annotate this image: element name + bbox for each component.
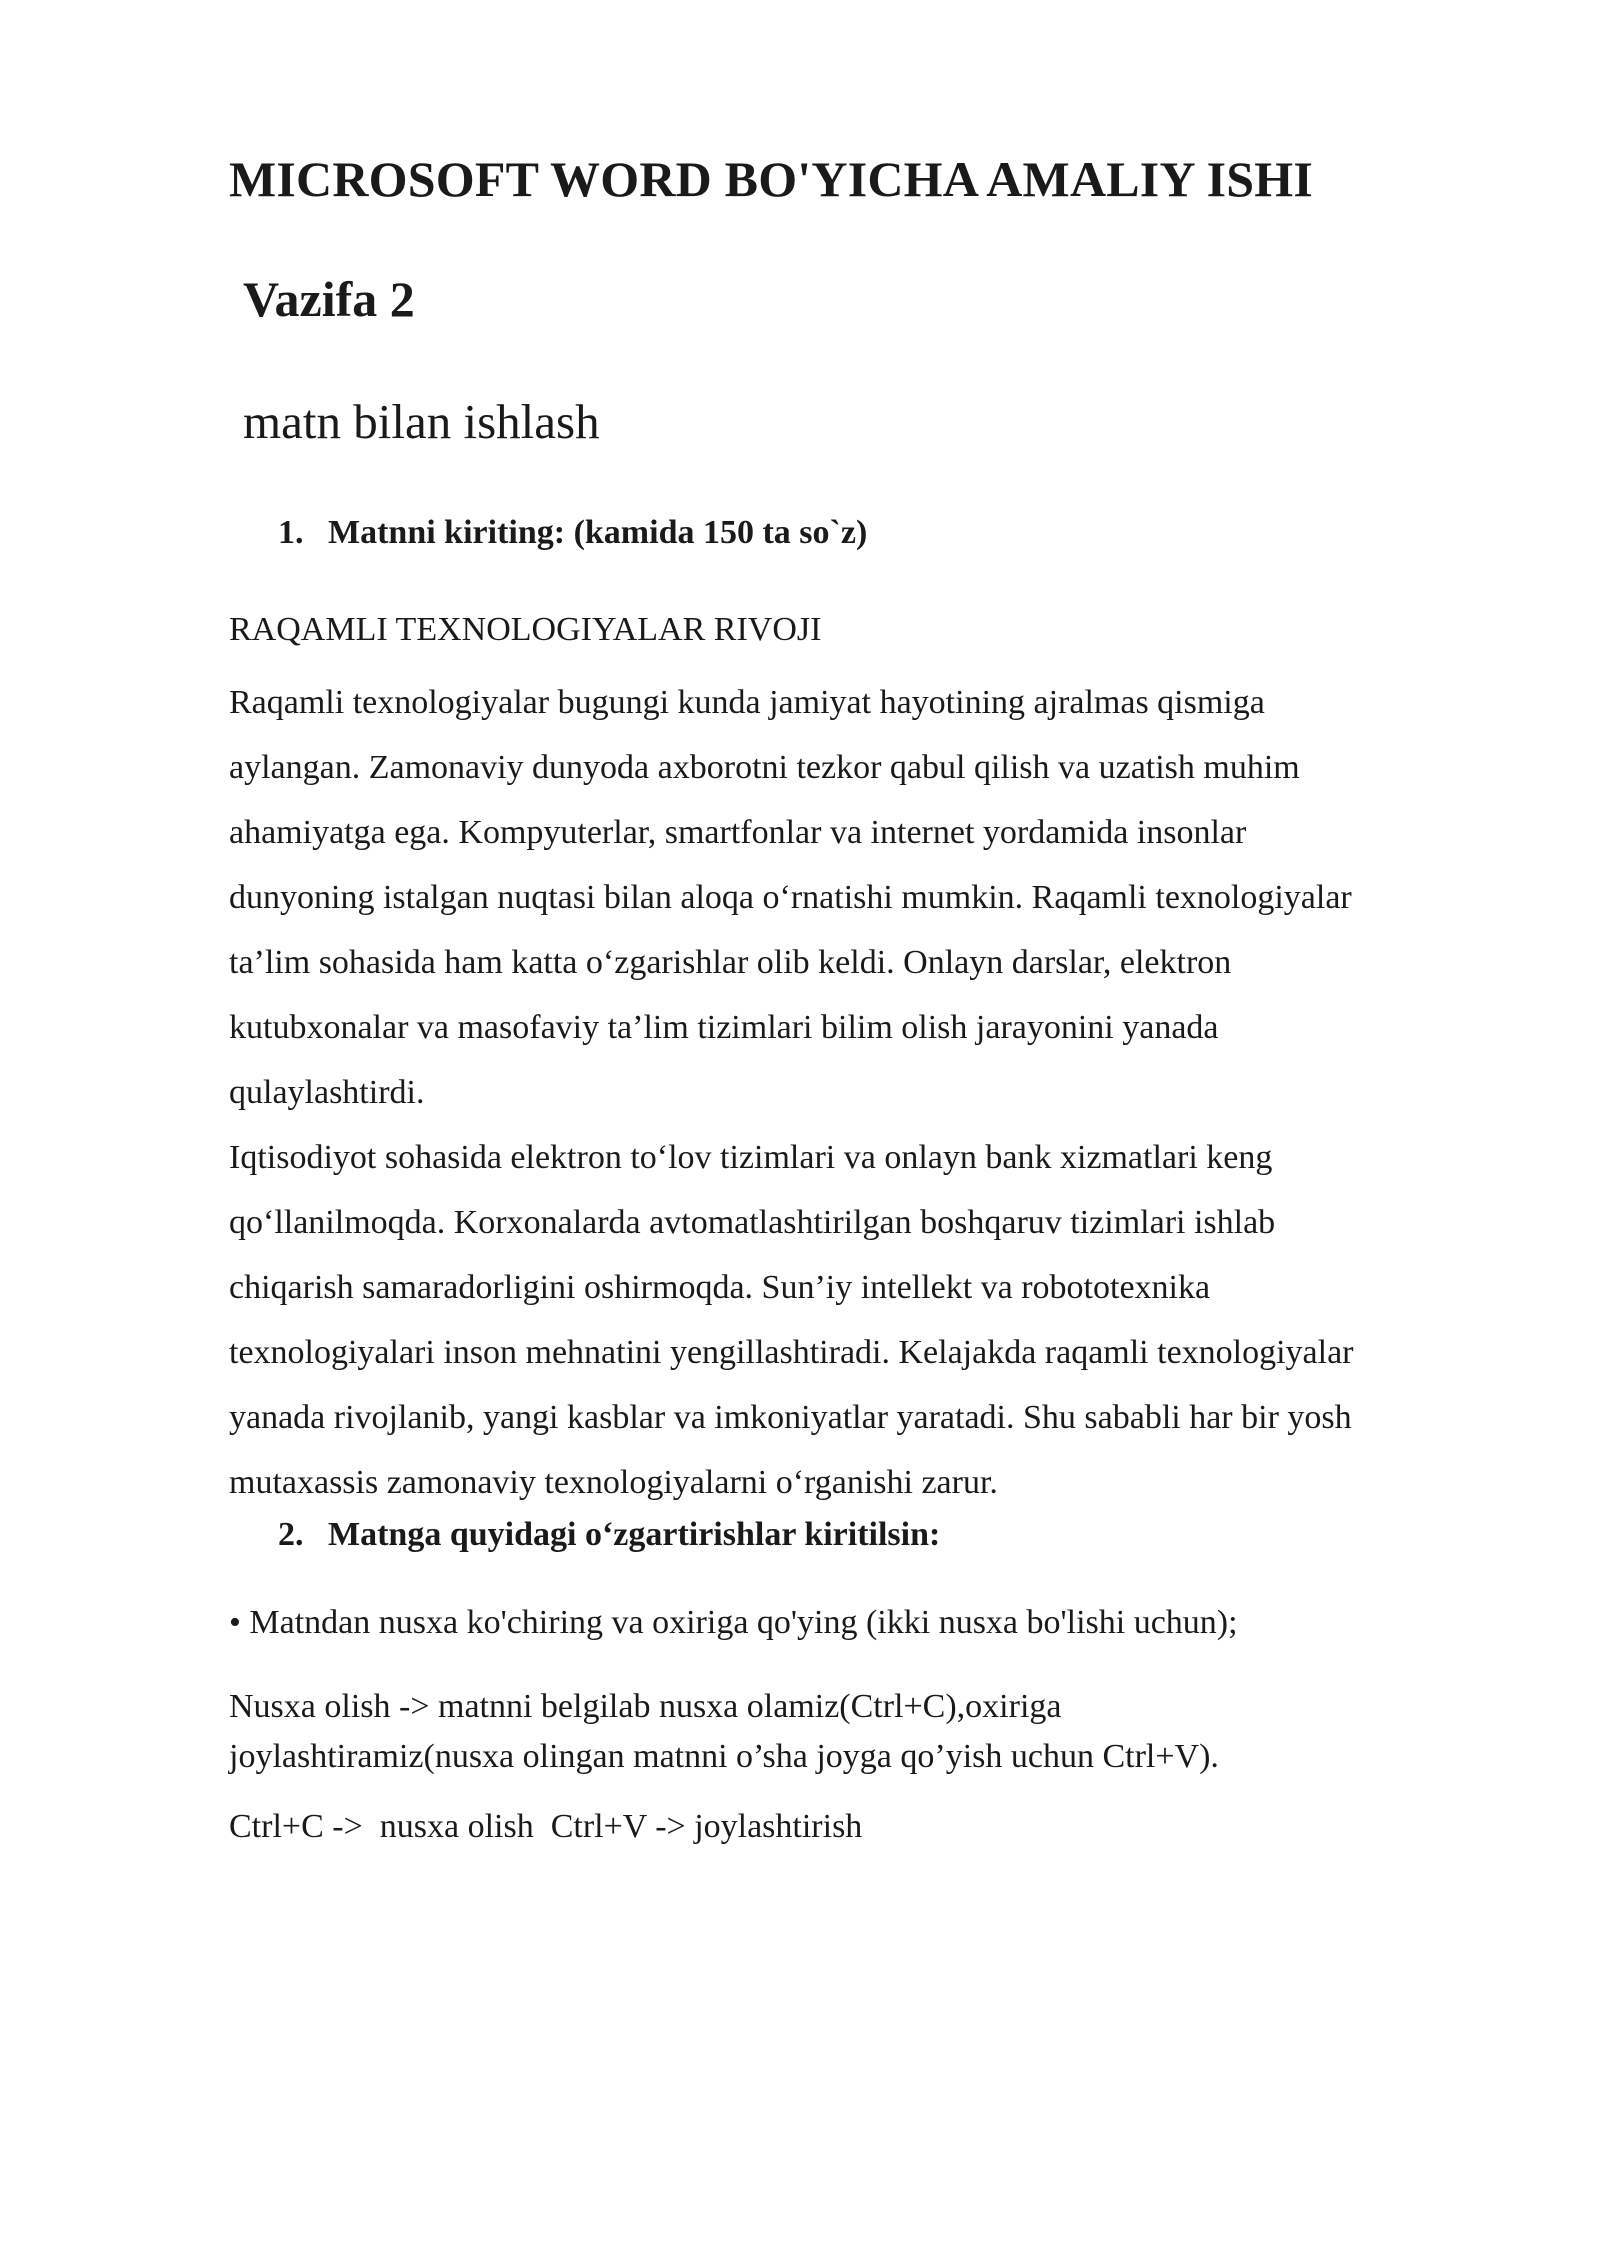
essay-line: aylangan. Zamonaviy dunyoda axborotni tezkor qabul qilish va uzatish muhim xyxy=(229,749,1300,786)
essay-line: yanada rivojlanib, yangi kasblar va imkoniyatlar yaratadi. Shu sababli har bir yosh xyxy=(229,1399,1352,1436)
essay-line: qo‘llanilmoqda. Korxonalarda avtomatlashtirilgan boshqaruv tizimlari ishlab xyxy=(229,1204,1276,1241)
task-1-heading xyxy=(278,514,867,552)
document-title: MICROSOFT WORD BO'YICHA AMALIY ISHI xyxy=(229,151,1314,207)
copy-instruction-line: joylashtiramiz(nusxa olingan matnni o’sha joyga qo’yish uchun Ctrl+V). xyxy=(229,1738,1219,1775)
shortcut-summary: Ctrl+C -> nusxa olish Ctrl+V -> joylashtirish xyxy=(229,1808,863,1845)
task-2-text: Matnga quyidagi o‘zgartirishlar kiritilsin: xyxy=(328,1516,941,1553)
essay-line: qulaylashtirdi. xyxy=(229,1074,425,1111)
task-1-text: Matnni kiriting: (kamida 150 ta so`z) xyxy=(328,514,868,551)
essay-heading: RAQAMLI TEXNOLOGIYALAR RIVOJI xyxy=(229,611,822,648)
topic-line: matn bilan ishlash xyxy=(243,394,600,449)
essay-paragraph-2 xyxy=(229,1125,1489,1515)
task-2-heading xyxy=(278,1516,940,1554)
essay-body xyxy=(229,605,1489,1515)
essay-line: kutubxonalar va masofaviy ta’lim tizimlari bilim olish jarayonini yanada xyxy=(229,1009,1219,1046)
copy-instruction xyxy=(229,1682,1219,1782)
essay-line: chiqarish samaradorligini oshirmoqda. Sun’iy intellekt va robototexnika xyxy=(229,1269,1211,1306)
task-subtitle: Vazifa 2 xyxy=(243,271,415,327)
bullet-instruction: • Matndan nusxa ko'chiring va oxiriga qo'ying (ikki nusxa bo'lishi uchun); xyxy=(229,1604,1238,1641)
essay-line: ta’lim sohasida ham katta o‘zgarishlar olib keldi. Onlayn darslar, elektron xyxy=(229,944,1232,981)
essay-line: Iqtisodiyot sohasida elektron to‘lov tizimlari va onlayn bank xizmatlari keng xyxy=(229,1139,1273,1176)
essay-line: dunyoning istalgan nuqtasi bilan aloqa o‘rnatishi mumkin. Raqamli texnologiyalar xyxy=(229,879,1352,916)
essay-line: texnologiyalari inson mehnatini yengillashtiradi. Kelajakda raqamli texnologiyalar xyxy=(229,1334,1354,1371)
essay-line: Raqamli texnologiyalar bugungi kunda jamiyat hayotining ajralmas qismiga xyxy=(229,684,1265,721)
task-1-number: 1. xyxy=(278,514,304,551)
essay-line: mutaxassis zamonaviy texnologiyalarni o‘rganishi zarur. xyxy=(229,1464,998,1501)
essay-paragraph-1 xyxy=(229,670,1489,1125)
essay-line: ahamiyatga ega. Kompyuterlar, smartfonlar va internet yordamida insonlar xyxy=(229,814,1247,851)
task-2-number: 2. xyxy=(278,1516,304,1553)
copy-instruction-line: Nusxa olish -> matnni belgilab nusxa olamiz(Ctrl+C),oxiriga xyxy=(229,1688,1062,1725)
